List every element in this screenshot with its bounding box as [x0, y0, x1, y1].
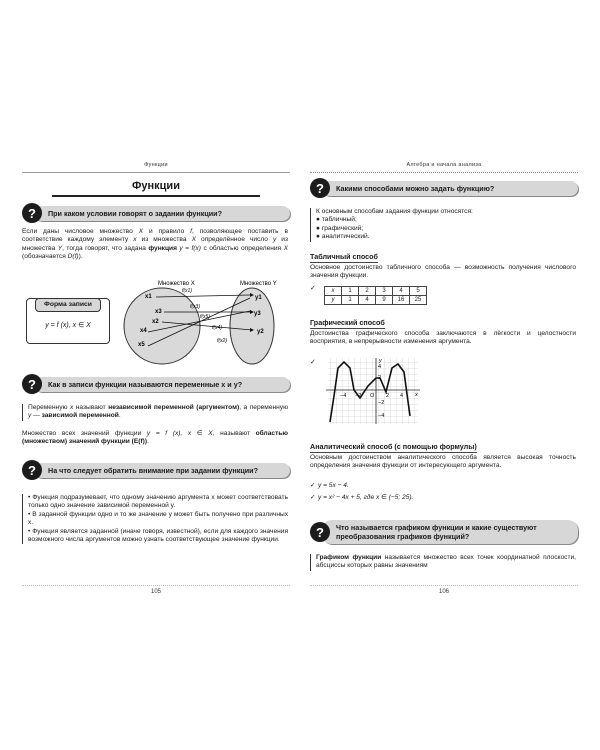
table-cell: 1	[342, 287, 359, 296]
table-cell: 4	[359, 296, 376, 305]
question-icon: ?	[310, 522, 330, 542]
set-x-label: Множество X	[158, 281, 195, 287]
right-page	[310, 160, 578, 595]
question-text: Что называется графиком функции и какие существуют преобразования графиков функций?	[322, 520, 578, 544]
table-cell: x	[325, 287, 342, 296]
y2-label: y2	[257, 329, 264, 335]
notes-list	[22, 494, 288, 544]
table-row	[325, 287, 427, 296]
note-item: • Функция является заданной (иначе говоря, известной), если для каждого значения возможного числа аргументов можно узнать соответствующее значение функции.	[28, 527, 289, 544]
x-tick-label: −2	[355, 393, 362, 399]
check-icon: ✓	[310, 285, 316, 292]
note-item: • В заданной функции одно и то же значение y может быть получено при различных x.	[28, 510, 288, 527]
y-tick-label: −4	[378, 413, 385, 419]
table-row	[325, 296, 427, 305]
set-x-ellipse	[124, 288, 200, 364]
x1-label: x1	[145, 294, 152, 300]
x-tick-label: −4	[340, 393, 347, 399]
table-cell: 16	[393, 296, 410, 305]
analytic-method-text: Основным достоинством аналитического способа является высокая точность определения значения функции от интересующего аргумента.	[310, 454, 576, 470]
question-bar-4	[310, 178, 578, 198]
question-text: При каком условии говорят о задании функции?	[34, 206, 290, 221]
notation-box	[26, 298, 110, 344]
running-head: Алгебра и начала анализа	[310, 160, 578, 173]
x-tick-label: 4	[400, 393, 404, 399]
graph-method-text: Достоинства графического способа заключаются в лёгкости и целостности восприятия, в непрерывности изменения аргумента.	[310, 330, 576, 346]
y-tick-label: −2	[378, 400, 385, 406]
graph-definition: Графиком функции называется множество всех точек координатной плоскости, абсциссы которых равны значениям	[310, 554, 576, 571]
page-number: 106	[310, 585, 578, 596]
y3-label: y3	[254, 311, 261, 317]
variables-paragraph: Переменную x называют независимой переменной (аргументом), а переменную y — зависимой переменной.	[22, 404, 288, 421]
method-item: ● аналитический.	[316, 233, 370, 241]
page-number: 105	[22, 585, 290, 596]
notation-title: Форма записи	[35, 298, 101, 312]
set-y-ellipse	[230, 288, 274, 364]
question-text: На что следует обратить внимание при задании функции?	[34, 463, 290, 478]
table-cell: 1	[342, 296, 359, 305]
mapping-diagram	[122, 278, 288, 370]
note-item: • Функция подразумевает, что одному значению аргумента x может соответствовать только одно значение зависимой переменной y.	[28, 494, 288, 510]
page-title: Функции	[52, 180, 260, 197]
y1-label: y1	[255, 295, 262, 301]
formula-2: ✓ y = x² − 4x + 5, где x ∈ (−5; 25).	[310, 494, 414, 501]
x3-label: x3	[155, 309, 162, 315]
question-bar-3	[22, 460, 290, 480]
question-bar-1	[22, 203, 290, 223]
question-text: Как в записи функции называются переменные x и y?	[34, 377, 290, 392]
check-icon: ✓	[310, 359, 316, 366]
range-paragraph: Множество всех значений функции y = f (x), x ∈ X, называют областью (множеством) значений функции (E(f)).	[22, 430, 288, 446]
f-x2-label: f(x2)	[217, 338, 227, 344]
analytic-method-heading: Аналитический способ (с помощью формулы)	[310, 442, 477, 451]
table-method-text: Основное достоинство табличного способа — возможность получения числового значения функции.	[310, 264, 576, 280]
running-head: Функции	[22, 160, 290, 173]
question-icon: ?	[22, 203, 42, 223]
f-x3-label: f(x3)	[190, 304, 200, 310]
formula-1: ✓ y = 5x − 4.	[310, 482, 349, 489]
table-cell: 2	[359, 287, 376, 296]
set-y-label: Множество Y	[240, 281, 277, 287]
notation-formula: y = f (x), x ∈ X	[45, 322, 91, 329]
f-x1-label: f(x1)	[182, 288, 192, 294]
question-bar-2	[22, 374, 290, 394]
check-icon: ✓	[310, 494, 316, 501]
question-text: Какими способами можно задать функцию?	[322, 181, 578, 196]
f-x4-label: f(x4)	[212, 325, 222, 331]
method-item: ● графический;	[316, 224, 364, 232]
table-cell: 3	[376, 287, 393, 296]
check-icon: ✓	[310, 482, 316, 489]
table-cell: y	[325, 296, 342, 305]
values-table	[324, 286, 427, 305]
table-cell: 25	[410, 296, 427, 305]
table-cell: 4	[393, 287, 410, 296]
graph-grid	[328, 358, 418, 424]
answer-paragraph: Если даны числовое множество X и правило f, позволяющее поставить в соответствие каждому элементу x из множества X определённое число y из множества Y, тогда говорят, что задана функция y = f(x) с областью определения X (обозначается D(f)).	[22, 228, 289, 261]
y-tick-label: 4	[378, 364, 382, 370]
function-graph	[324, 356, 424, 428]
y-axis-label: y	[379, 358, 382, 364]
x4-label: x4	[140, 328, 147, 334]
x-axis-label: x	[415, 392, 418, 398]
method-item: ● табличный;	[316, 216, 357, 224]
graph-method-heading: Графический способ	[310, 318, 385, 327]
table-cell: 5	[410, 287, 427, 296]
left-page	[22, 160, 290, 595]
x5-label: x5	[138, 342, 145, 348]
x-tick-label: O	[370, 393, 375, 399]
question-icon: ?	[22, 460, 42, 480]
x-tick-label: 2	[386, 393, 390, 399]
question-icon: ?	[310, 178, 330, 198]
methods-block: К основным способам задания функции относятся: ● табличный; ● графический; ● аналитический.	[310, 208, 576, 242]
question-bar-5	[310, 520, 578, 544]
y-tick-label: 2	[378, 375, 382, 381]
table-cell: 9	[376, 296, 393, 305]
question-icon: ?	[22, 374, 42, 394]
x2-label: x2	[152, 319, 159, 325]
f-x5-label: f(x5)	[200, 314, 210, 320]
table-method-heading: Табличный способ	[310, 252, 378, 261]
